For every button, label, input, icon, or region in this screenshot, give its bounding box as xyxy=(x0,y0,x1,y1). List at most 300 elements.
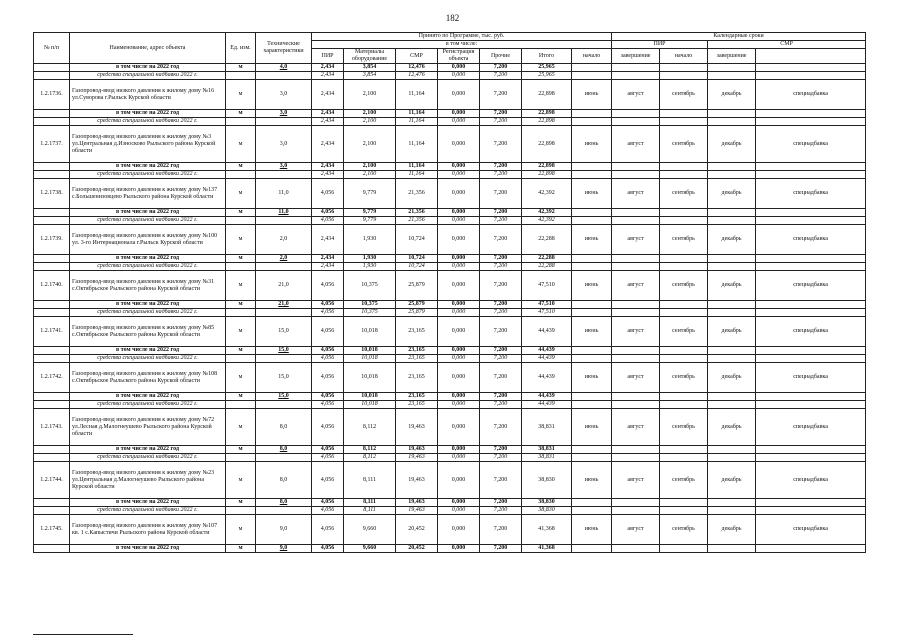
date-s2: сентябрь xyxy=(660,80,708,110)
unit-cell: м xyxy=(226,409,256,446)
table-row xyxy=(34,217,866,225)
value-other: 7,200 xyxy=(480,301,522,309)
table-row xyxy=(34,401,866,409)
empty-cell xyxy=(660,355,708,363)
value-mat: 8,112 xyxy=(344,409,396,446)
value-smr: 19,463 xyxy=(396,409,438,446)
object-name: Газопровод-ввод низкого давления к жилому дому №16 ул.Суворова г.Рыльск Курской области xyxy=(70,80,226,110)
unit-cell: м xyxy=(226,110,256,118)
value-smr: 20,452 xyxy=(396,515,438,545)
empty-cell xyxy=(756,171,866,179)
value-reg: 0,000 xyxy=(438,401,480,409)
value-smr: 19,463 xyxy=(396,507,438,515)
tech-cell: 15,0 xyxy=(256,317,312,347)
tech-cell: 9,0 xyxy=(256,545,312,553)
row-number: 1.2.1736. xyxy=(34,80,70,110)
empty-cell xyxy=(612,347,660,355)
value-pir: 4,056 xyxy=(312,545,344,553)
empty-cell xyxy=(572,507,612,515)
special-funds-label: средства специальной надбавки 2022 г. xyxy=(70,263,226,271)
value-pir: 2,434 xyxy=(312,118,344,126)
row-number: 1.2.1745. xyxy=(34,515,70,545)
table-row xyxy=(34,179,866,209)
empty-cell xyxy=(660,454,708,462)
empty-cell xyxy=(612,163,660,171)
value-total: 44,439 xyxy=(522,401,572,409)
value-reg: 0,000 xyxy=(438,118,480,126)
date-s2: сентябрь xyxy=(660,462,708,499)
row-number: 1.2.1744. xyxy=(34,462,70,499)
value-reg: 0,000 xyxy=(438,454,480,462)
value-smr: 23,165 xyxy=(396,347,438,355)
date-s1: июнь xyxy=(572,271,612,301)
value-other: 7,200 xyxy=(480,409,522,446)
source-cell: спецнадбавка xyxy=(756,409,866,446)
value-total: 38,830 xyxy=(522,507,572,515)
header-incl: в том числе: xyxy=(312,41,612,49)
value-mat: 3,854 xyxy=(344,72,396,80)
empty-cell xyxy=(572,255,612,263)
unit-cell: м xyxy=(226,255,256,263)
value-reg: 0,000 xyxy=(438,80,480,110)
header-smr: СМР xyxy=(396,49,438,64)
value-total: 47,510 xyxy=(522,301,572,309)
source-cell: спецнадбавка xyxy=(756,126,866,163)
object-name: Газопровод-ввод низкого давления к жилому дому №3 ул.Центральная д.Износково Рыльского района Курской области xyxy=(70,126,226,163)
value-total: 42,392 xyxy=(522,179,572,209)
value-total: 47,510 xyxy=(522,309,572,317)
empty-cell xyxy=(612,64,660,72)
source-cell: спецнадбавка xyxy=(756,271,866,301)
empty-cell xyxy=(756,355,866,363)
special-funds-label: средства специальной надбавки 2022 г. xyxy=(70,355,226,363)
unit-cell xyxy=(226,217,256,225)
value-pir: 4,056 xyxy=(312,409,344,446)
value-pir: 4,056 xyxy=(312,499,344,507)
empty-cell xyxy=(34,454,70,462)
value-total: 44,439 xyxy=(522,363,572,393)
tech-cell xyxy=(256,263,312,271)
empty-cell xyxy=(660,499,708,507)
source-cell: спецнадбавка xyxy=(756,515,866,545)
value-smr: 11,164 xyxy=(396,118,438,126)
unit-cell: м xyxy=(226,209,256,217)
tech-cell: 8,0 xyxy=(256,409,312,446)
empty-cell xyxy=(34,401,70,409)
empty-cell xyxy=(612,263,660,271)
value-mat: 9,660 xyxy=(344,545,396,553)
empty-cell xyxy=(612,507,660,515)
value-mat: 9,660 xyxy=(344,515,396,545)
value-reg: 0,000 xyxy=(438,355,480,363)
unit-cell xyxy=(226,171,256,179)
value-reg: 0,000 xyxy=(438,499,480,507)
empty-cell xyxy=(660,118,708,126)
value-smr: 10,724 xyxy=(396,255,438,263)
empty-cell xyxy=(612,171,660,179)
empty-cell xyxy=(34,255,70,263)
value-smr: 11,164 xyxy=(396,80,438,110)
unit-cell: м xyxy=(226,301,256,309)
unit-cell: м xyxy=(226,515,256,545)
row-number: 1.2.1742. xyxy=(34,363,70,393)
table-row xyxy=(34,64,866,72)
value-pir: 4,056 xyxy=(312,271,344,301)
table-row xyxy=(34,409,866,446)
value-other: 7,200 xyxy=(480,72,522,80)
value-reg: 0,000 xyxy=(438,271,480,301)
value-other: 7,200 xyxy=(480,355,522,363)
tech-cell: 11,0 xyxy=(256,209,312,217)
empty-cell xyxy=(660,163,708,171)
empty-cell xyxy=(708,355,756,363)
value-other: 7,200 xyxy=(480,80,522,110)
empty-cell xyxy=(612,401,660,409)
value-reg: 0,000 xyxy=(438,515,480,545)
subtotal-label: в том числе на 2022 год xyxy=(70,499,226,507)
empty-cell xyxy=(572,301,612,309)
subtotal-label: в том числе на 2022 год xyxy=(70,301,226,309)
value-other: 7,200 xyxy=(480,309,522,317)
value-other: 7,200 xyxy=(480,499,522,507)
unit-cell: м xyxy=(226,80,256,110)
source-cell: спецнадбавка xyxy=(756,462,866,499)
empty-cell xyxy=(708,110,756,118)
empty-cell xyxy=(708,446,756,454)
empty-cell xyxy=(756,446,866,454)
empty-cell xyxy=(660,64,708,72)
empty-cell xyxy=(34,118,70,126)
empty-cell xyxy=(660,347,708,355)
empty-cell xyxy=(612,217,660,225)
tech-cell: 2,0 xyxy=(256,255,312,263)
table-row xyxy=(34,355,866,363)
unit-cell: м xyxy=(226,545,256,553)
special-funds-label: средства специальной надбавки 2022 г. xyxy=(70,217,226,225)
unit-cell xyxy=(226,309,256,317)
date-e2: декабрь xyxy=(708,80,756,110)
date-e1: август xyxy=(612,317,660,347)
program-table xyxy=(33,32,866,553)
empty-cell xyxy=(34,393,70,401)
subtotal-label: в том числе на 2022 год xyxy=(70,110,226,118)
tech-cell: 8,0 xyxy=(256,446,312,454)
value-total: 22,898 xyxy=(522,171,572,179)
header-pir: ПИР xyxy=(312,49,344,64)
date-s1: июнь xyxy=(572,126,612,163)
date-e1: август xyxy=(612,225,660,255)
value-reg: 0,000 xyxy=(438,72,480,80)
value-total: 42,392 xyxy=(522,209,572,217)
value-smr: 12,476 xyxy=(396,72,438,80)
value-total: 44,439 xyxy=(522,393,572,401)
value-mat: 1,930 xyxy=(344,263,396,271)
object-name: Газопровод-ввод низкого давления к жилому дому №72 ул.Лесная д.Малогнеушево Рыльского района Курской области xyxy=(70,409,226,446)
value-total: 38,831 xyxy=(522,409,572,446)
tech-cell xyxy=(256,454,312,462)
date-s1: июнь xyxy=(572,179,612,209)
empty-cell xyxy=(612,446,660,454)
value-reg: 0,000 xyxy=(438,171,480,179)
subtotal-label: в том числе на 2022 год xyxy=(70,163,226,171)
empty-cell xyxy=(572,446,612,454)
value-pir: 4,056 xyxy=(312,347,344,355)
tech-cell: 3,0 xyxy=(256,126,312,163)
value-reg: 0,000 xyxy=(438,301,480,309)
value-other: 7,200 xyxy=(480,255,522,263)
value-reg: 0,000 xyxy=(438,110,480,118)
unit-cell: м xyxy=(226,179,256,209)
unit-cell: м xyxy=(226,499,256,507)
empty-cell xyxy=(708,309,756,317)
date-s2: сентябрь xyxy=(660,126,708,163)
value-reg: 0,000 xyxy=(438,263,480,271)
value-mat: 2,100 xyxy=(344,80,396,110)
value-mat: 8,112 xyxy=(344,454,396,462)
date-e2: декабрь xyxy=(708,126,756,163)
value-other: 7,200 xyxy=(480,454,522,462)
empty-cell xyxy=(34,64,70,72)
empty-cell xyxy=(612,454,660,462)
empty-cell xyxy=(708,301,756,309)
empty-cell xyxy=(34,217,70,225)
empty-cell xyxy=(660,545,708,553)
value-pir: 2,434 xyxy=(312,171,344,179)
value-other: 7,200 xyxy=(480,179,522,209)
empty-cell xyxy=(612,309,660,317)
value-total: 38,830 xyxy=(522,462,572,499)
date-e2: декабрь xyxy=(708,462,756,499)
value-smr: 10,724 xyxy=(396,263,438,271)
empty-cell xyxy=(708,401,756,409)
value-reg: 0,000 xyxy=(438,225,480,255)
value-other: 7,200 xyxy=(480,515,522,545)
value-total: 25,965 xyxy=(522,72,572,80)
value-smr: 25,879 xyxy=(396,271,438,301)
special-funds-label: средства специальной надбавки 2022 г. xyxy=(70,507,226,515)
value-smr: 23,165 xyxy=(396,393,438,401)
value-mat: 2,100 xyxy=(344,163,396,171)
empty-cell xyxy=(612,355,660,363)
date-s2: сентябрь xyxy=(660,225,708,255)
unit-cell: м xyxy=(226,317,256,347)
tech-cell: 4,0 xyxy=(256,64,312,72)
value-reg: 0,000 xyxy=(438,163,480,171)
date-s2: сентябрь xyxy=(660,409,708,446)
row-number: 1.2.1740. xyxy=(34,271,70,301)
value-smr: 19,463 xyxy=(396,499,438,507)
unit-cell: м xyxy=(226,271,256,301)
empty-cell xyxy=(34,209,70,217)
source-cell: спецнадбавка xyxy=(756,80,866,110)
value-pir: 2,434 xyxy=(312,163,344,171)
value-other: 7,200 xyxy=(480,209,522,217)
empty-cell xyxy=(708,347,756,355)
empty-cell xyxy=(34,507,70,515)
tech-cell: 8,0 xyxy=(256,499,312,507)
value-total: 25,965 xyxy=(522,64,572,72)
empty-cell xyxy=(572,263,612,271)
tech-cell: 3,0 xyxy=(256,80,312,110)
value-mat: 10,018 xyxy=(344,347,396,355)
value-other: 7,200 xyxy=(480,263,522,271)
empty-cell xyxy=(572,499,612,507)
value-mat: 8,111 xyxy=(344,499,396,507)
tech-cell xyxy=(256,118,312,126)
value-reg: 0,000 xyxy=(438,347,480,355)
empty-cell xyxy=(756,64,866,72)
empty-cell xyxy=(660,110,708,118)
empty-cell xyxy=(572,545,612,553)
value-smr: 10,724 xyxy=(396,225,438,255)
tech-cell: 15,0 xyxy=(256,347,312,355)
object-name: Газопровод-ввод низкого давления к жилому дому №137 с.Большенизовцево Рыльского района Курской области xyxy=(70,179,226,209)
date-e2: декабрь xyxy=(708,409,756,446)
object-name: Газопровод-ввод низкого давления к жилому дому №85 с.Октябрьское Рыльского района Курской области xyxy=(70,317,226,347)
value-pir: 4,056 xyxy=(312,515,344,545)
empty-cell xyxy=(660,217,708,225)
date-e1: август xyxy=(612,409,660,446)
value-total: 38,831 xyxy=(522,454,572,462)
value-reg: 0,000 xyxy=(438,545,480,553)
value-smr: 25,879 xyxy=(396,309,438,317)
value-mat: 2,100 xyxy=(344,110,396,118)
empty-cell xyxy=(756,209,866,217)
value-pir: 2,434 xyxy=(312,255,344,263)
date-e1: август xyxy=(612,462,660,499)
empty-cell xyxy=(572,401,612,409)
header-accepted: Принято по Программе, тыс. руб. xyxy=(312,33,612,41)
value-smr: 23,165 xyxy=(396,401,438,409)
tech-cell: 8,0 xyxy=(256,462,312,499)
value-total: 44,439 xyxy=(522,355,572,363)
header-smr-start: начало xyxy=(660,49,708,64)
date-s2: сентябрь xyxy=(660,271,708,301)
table-row xyxy=(34,255,866,263)
empty-cell xyxy=(572,355,612,363)
empty-cell xyxy=(756,507,866,515)
value-reg: 0,000 xyxy=(438,126,480,163)
row-number: 1.2.1738. xyxy=(34,179,70,209)
empty-cell xyxy=(34,545,70,553)
value-mat: 10,375 xyxy=(344,301,396,309)
unit-cell xyxy=(226,72,256,80)
table-row xyxy=(34,263,866,271)
empty-cell xyxy=(572,118,612,126)
value-reg: 0,000 xyxy=(438,309,480,317)
value-smr: 11,164 xyxy=(396,163,438,171)
table-row xyxy=(34,209,866,217)
empty-cell xyxy=(612,301,660,309)
value-smr: 11,164 xyxy=(396,126,438,163)
table-row xyxy=(34,347,866,355)
empty-cell xyxy=(572,163,612,171)
value-other: 7,200 xyxy=(480,317,522,347)
value-total: 22,898 xyxy=(522,80,572,110)
value-total: 22,898 xyxy=(522,163,572,171)
empty-cell xyxy=(708,64,756,72)
value-other: 7,200 xyxy=(480,64,522,72)
empty-cell xyxy=(34,499,70,507)
empty-cell xyxy=(756,309,866,317)
value-smr: 20,452 xyxy=(396,545,438,553)
table-row xyxy=(34,317,866,347)
date-e1: август xyxy=(612,271,660,301)
date-e1: август xyxy=(612,179,660,209)
empty-cell xyxy=(756,401,866,409)
table-row xyxy=(34,309,866,317)
table-row xyxy=(34,545,866,553)
value-other: 7,200 xyxy=(480,446,522,454)
empty-cell xyxy=(612,72,660,80)
tech-cell xyxy=(256,309,312,317)
footer-divider xyxy=(33,634,133,635)
value-smr: 19,463 xyxy=(396,454,438,462)
value-other: 7,200 xyxy=(480,545,522,553)
empty-cell xyxy=(612,545,660,553)
empty-cell xyxy=(756,217,866,225)
tech-cell xyxy=(256,72,312,80)
header-registration: Регистрация объекта xyxy=(438,49,480,64)
subtotal-label: в том числе на 2022 год xyxy=(70,347,226,355)
empty-cell xyxy=(708,507,756,515)
unit-cell xyxy=(226,263,256,271)
table-row xyxy=(34,72,866,80)
table-row xyxy=(34,301,866,309)
value-smr: 11,164 xyxy=(396,110,438,118)
table-row xyxy=(34,515,866,545)
tech-cell: 2,0 xyxy=(256,225,312,255)
value-pir: 4,056 xyxy=(312,179,344,209)
value-mat: 9,779 xyxy=(344,217,396,225)
table-row xyxy=(34,499,866,507)
header-other: Прочие xyxy=(480,49,522,64)
value-reg: 0,000 xyxy=(438,179,480,209)
empty-cell xyxy=(660,446,708,454)
date-e1: август xyxy=(612,126,660,163)
header-name: Наименование, адрес объекта xyxy=(70,33,226,64)
value-pir: 4,056 xyxy=(312,462,344,499)
source-cell: спецнадбавка xyxy=(756,317,866,347)
empty-cell xyxy=(708,217,756,225)
value-mat: 1,930 xyxy=(344,225,396,255)
value-mat: 10,018 xyxy=(344,393,396,401)
value-pir: 4,056 xyxy=(312,301,344,309)
date-e2: декабрь xyxy=(708,271,756,301)
empty-cell xyxy=(34,347,70,355)
header-total: Итого xyxy=(522,49,572,64)
empty-cell xyxy=(34,301,70,309)
value-pir: 4,056 xyxy=(312,209,344,217)
unit-cell: м xyxy=(226,363,256,393)
source-cell: спецнадбавка xyxy=(756,179,866,209)
value-reg: 0,000 xyxy=(438,217,480,225)
header-cal-smr: СМР xyxy=(708,41,866,49)
empty-cell xyxy=(612,255,660,263)
empty-cell xyxy=(572,393,612,401)
unit-cell xyxy=(226,507,256,515)
tech-cell xyxy=(256,217,312,225)
date-s1: июнь xyxy=(572,225,612,255)
value-smr: 19,463 xyxy=(396,462,438,499)
empty-cell xyxy=(612,110,660,118)
empty-cell xyxy=(756,163,866,171)
value-total: 44,439 xyxy=(522,317,572,347)
value-mat: 2,100 xyxy=(344,126,396,163)
date-e2: декабрь xyxy=(708,225,756,255)
value-pir: 4,056 xyxy=(312,393,344,401)
empty-cell xyxy=(756,110,866,118)
